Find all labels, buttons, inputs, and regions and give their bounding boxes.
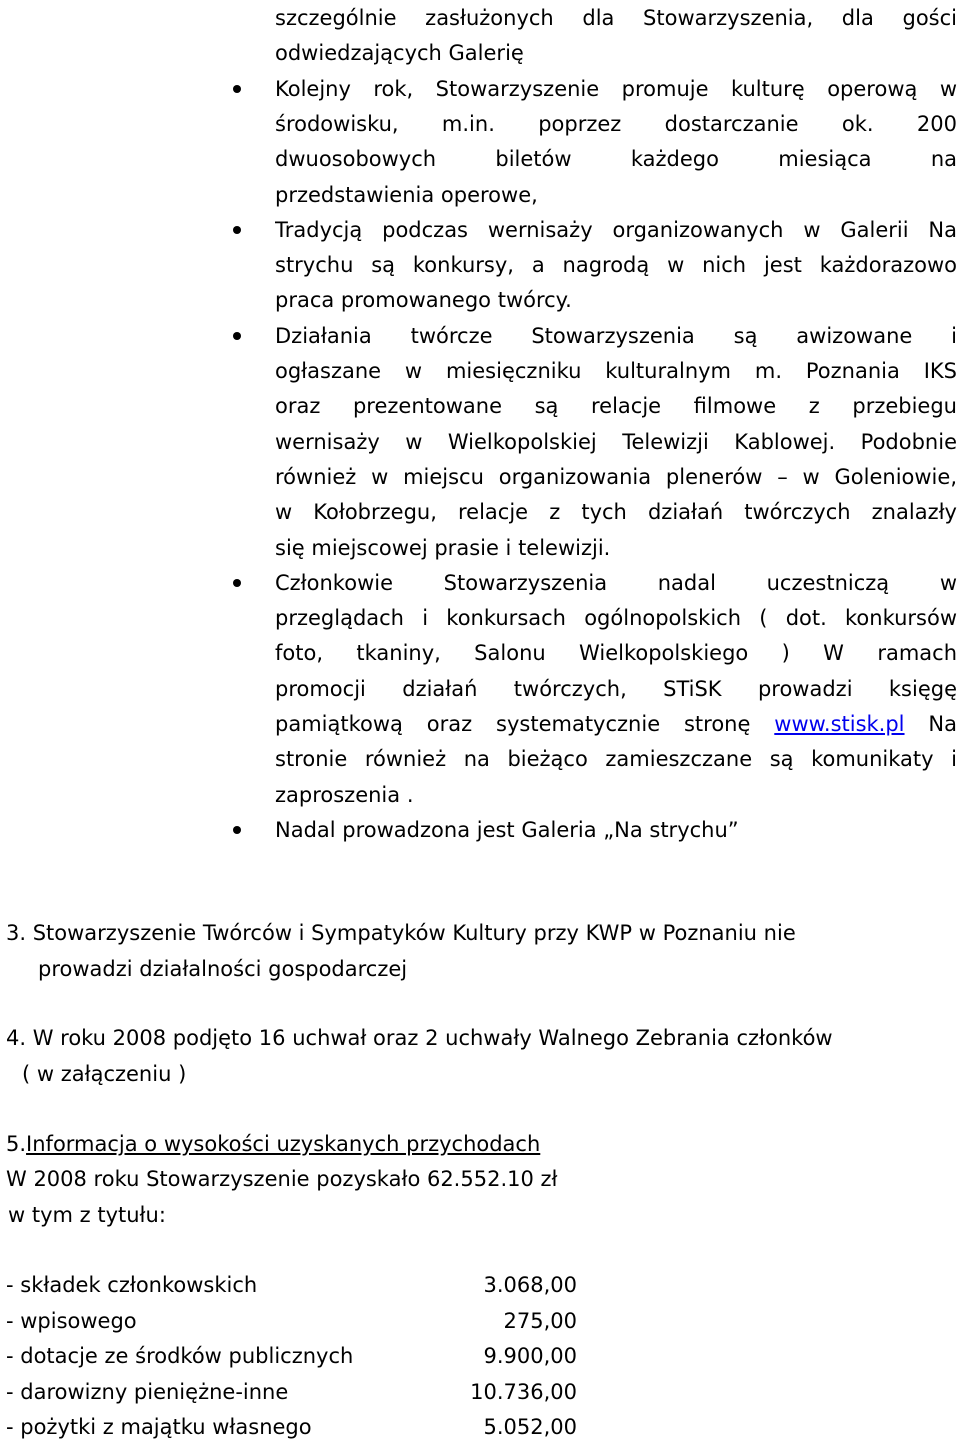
income-label: - darowizny pieniężne-inne bbox=[6, 1379, 289, 1404]
income-label: - dotacje ze środków publicznych bbox=[6, 1344, 354, 1368]
income-value: 3.068,00 bbox=[483, 1273, 577, 1297]
bullet-text: pamiątkową oraz systematycznie stronę bbox=[275, 712, 775, 736]
bullet-text-line: przeglądach i konkursach ogólnopolskich ( dot. konkursów bbox=[275, 606, 957, 631]
income-value: 10.736,00 bbox=[470, 1379, 577, 1404]
bullet-text-line: szczególnie zasłużonych dla Stowarzyszenia, dla gości bbox=[275, 6, 957, 30]
bullet-text-line: strychu są konkursy, a nagrodą w nich jest każdorazowo bbox=[275, 253, 957, 278]
bullet-dot-icon bbox=[233, 226, 241, 234]
bullet-text-line: w Kołobrzegu, relacje z tych działań twórczych znalazły bbox=[275, 500, 957, 525]
website-link[interactable]: www.stisk.pl bbox=[774, 712, 905, 736]
income-label: - składek członkowskich bbox=[6, 1273, 258, 1297]
section-5-heading bbox=[6, 1126, 540, 1162]
bullet-text: Na bbox=[904, 712, 957, 736]
section-4-line-2: ( w załączeniu ) bbox=[22, 1062, 187, 1086]
income-label: - wpisowego bbox=[6, 1308, 137, 1333]
bullet-text-line: promocji działań twórczych, STiSK prowadzi księgę bbox=[275, 676, 957, 701]
bullet-dot-icon bbox=[233, 332, 241, 340]
bullet-dot-icon bbox=[233, 85, 241, 93]
income-subheading: w tym z tytułu: bbox=[8, 1203, 166, 1227]
bullet-dot-icon bbox=[233, 579, 241, 587]
section-5-title: Informacja o wysokości uzyskanych przychodach bbox=[26, 1132, 541, 1156]
bullet-text-line: stronie również na bieżąco zamieszczane są komunikaty i bbox=[275, 747, 957, 772]
section-3-line-1: 3. Stowarzyszenie Twórców i Sympatyków Kultury przy KWP w Poznaniu nie bbox=[6, 921, 796, 945]
income-total-line: W 2008 roku Stowarzyszenie pozyskało 62.552.10 zł bbox=[6, 1167, 558, 1191]
bullet-text-line: Członkowie Stowarzyszenia nadal uczestniczą w bbox=[275, 570, 957, 595]
bullet-text-line: Działania twórcze Stowarzyszenia są awizowane i bbox=[275, 323, 957, 348]
bullet-text-line: środowisku, m.in. poprzez dostarczanie ok. 200 bbox=[275, 111, 957, 136]
bullet-text-line: zaproszenia . bbox=[275, 782, 414, 807]
section-3-line-2: prowadzi działalności gospodarczej bbox=[38, 957, 408, 981]
bullet-text-line: ogłaszane w miesięczniku kulturalnym m. Poznania IKS bbox=[275, 359, 957, 383]
bullet-text-line: wernisaży w Wielkopolskiej Telewizji Kablowej. Podobnie bbox=[275, 429, 957, 454]
bullet-text-line: również w miejscu organizowania plenerów – w Goleniowie, bbox=[275, 464, 957, 489]
bullet-text-line: przedstawienia operowe, bbox=[275, 182, 538, 207]
bullet-dot-icon bbox=[233, 826, 241, 834]
bullet-text-line: foto, tkaniny, Salonu Wielkopolskiego ) W ramach bbox=[275, 641, 957, 666]
section-4-line-1: 4. W roku 2008 podjęto 16 uchwał oraz 2 uchwały Walnego Zebrania członków bbox=[6, 1026, 833, 1050]
bullet-text-line: Nadal prowadzona jest Galeria „Na strychu” bbox=[275, 817, 739, 842]
section-5-number: 5. bbox=[6, 1132, 27, 1156]
bullet-text-line bbox=[275, 706, 957, 742]
income-value: 5.052,00 bbox=[483, 1415, 577, 1439]
income-value: 9.900,00 bbox=[483, 1344, 577, 1368]
bullet-text-line: Tradycją podczas wernisaży organizowanych w Galerii Na bbox=[275, 217, 957, 242]
bullet-text-line: odwiedzających Galerię bbox=[275, 41, 524, 66]
bullet-text-line: dwuosobowych biletów każdego miesiąca na bbox=[275, 147, 957, 172]
income-label: - pożytki z majątku własnego bbox=[6, 1415, 312, 1439]
bullet-text-line: oraz prezentowane są relacje filmowe z przebiegu bbox=[275, 394, 957, 419]
income-value: 275,00 bbox=[503, 1308, 577, 1333]
bullet-text-line: się miejscowej prasie i telewizji. bbox=[275, 535, 611, 560]
bullet-text-line: Kolejny rok, Stowarzyszenie promuje kulturę operową w bbox=[275, 76, 957, 101]
bullet-text-line: praca promowanego twórcy. bbox=[275, 288, 572, 313]
